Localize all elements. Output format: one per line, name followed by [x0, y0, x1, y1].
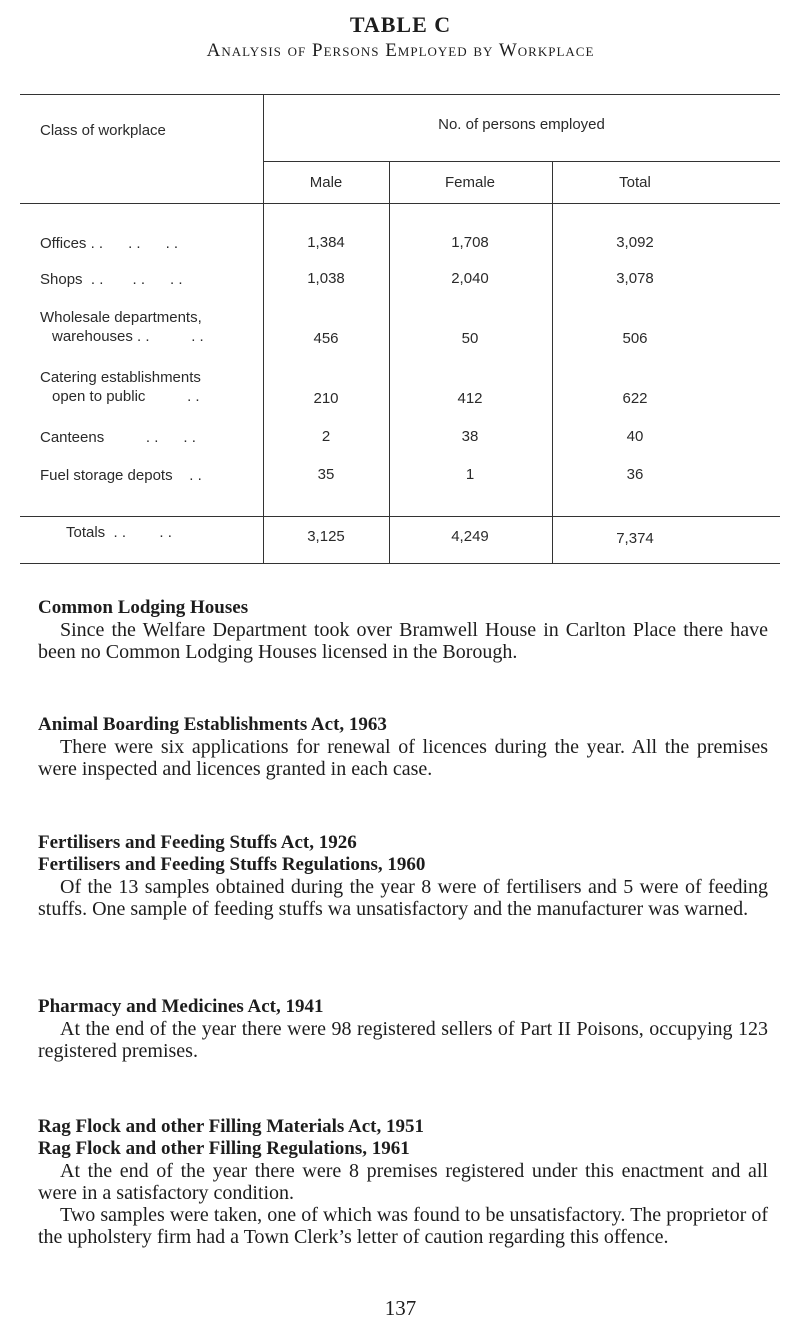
- cell-total: 622: [622, 390, 648, 407]
- total-male: 3,125: [307, 528, 345, 545]
- section-heading: Common Lodging Houses: [38, 597, 249, 618]
- cell-female: 38: [461, 428, 479, 445]
- section-pharmacy: [38, 996, 768, 1062]
- cell-male: 35: [317, 466, 335, 483]
- cell-total: 36: [626, 466, 644, 483]
- cell-female: 50: [461, 330, 479, 347]
- section-rag-flock: [38, 1116, 768, 1248]
- divider-male: [389, 161, 390, 563]
- section-text: There were six applications for renewal of licences during the year. All the premises were inspected and licences granted in each case.: [38, 736, 768, 780]
- table-bottom-rule: [20, 563, 780, 564]
- cell-female: 412: [457, 390, 483, 407]
- col-female: Female: [444, 174, 496, 191]
- row-label: Canteens . . . .: [40, 429, 196, 446]
- page-number: 137: [384, 1296, 417, 1320]
- row-label: Offices . . . . . .: [40, 235, 179, 252]
- section-lodging: [38, 597, 768, 663]
- section-heading: Fertilisers and Feeding Stuffs Act, 1926: [38, 832, 357, 853]
- cell-female: 2,040: [451, 270, 489, 287]
- group-header: No. of persons employed: [438, 116, 605, 133]
- row-label: Catering establishments: [40, 369, 201, 386]
- totals-rule: [20, 516, 780, 517]
- class-header: Class of workplace: [40, 122, 166, 139]
- section-text: Of the 13 samples obtained during the year 8 were of fertilisers and 5 were of feeding stuffs. One sample of feeding stuffs wa unsatisfactory and the manufacturer was warned.: [38, 876, 768, 920]
- total-total: 7,374: [616, 530, 654, 547]
- table-subtitle: Analysis of Persons Employed by Workplace: [206, 40, 595, 61]
- cell-male: 210: [313, 390, 339, 407]
- cell-male: 1,038: [307, 270, 345, 287]
- section-text: Two samples were taken, one of which was found to be unsatisfactory. The proprietor of the upholstery firm had a Town Clerk’s letter of caution regarding this offence.: [38, 1204, 768, 1248]
- divider-female: [552, 161, 553, 563]
- section-heading: Fertilisers and Feeding Stuffs Regulations, 1960: [38, 854, 426, 875]
- cell-male: 1,384: [307, 234, 345, 251]
- section-fertilisers: [38, 832, 768, 920]
- cell-female: 1,708: [451, 234, 489, 251]
- totals-label: Totals . . . .: [66, 524, 172, 541]
- cell-male: 456: [313, 330, 339, 347]
- row-label: Wholesale departments,: [40, 309, 202, 326]
- table-top-rule: [20, 94, 780, 95]
- group-header-rule: [263, 161, 780, 162]
- section-heading: Pharmacy and Medicines Act, 1941: [38, 996, 324, 1017]
- section-heading: Rag Flock and other Filling Materials Act, 1951: [38, 1116, 424, 1137]
- row-label-cont: open to public . .: [52, 388, 200, 405]
- cell-total: 506: [622, 330, 648, 347]
- section-heading: Animal Boarding Establishments Act, 1963: [38, 714, 387, 735]
- total-female: 4,249: [451, 528, 489, 545]
- cell-total: 3,092: [616, 234, 654, 251]
- col-total: Total: [619, 174, 651, 191]
- table-title: TABLE C: [349, 12, 452, 37]
- row-label: Shops . . . . . .: [40, 271, 183, 288]
- section-text: Since the Welfare Department took over Bramwell House in Carlton Place there have been no Common Lodging Houses licensed in the Borough.: [38, 619, 768, 663]
- section-heading: Rag Flock and other Filling Regulations, 1961: [38, 1138, 410, 1159]
- row-label: Fuel storage depots . .: [40, 467, 202, 484]
- employment-table: [0, 0, 801, 600]
- section-animal-boarding: [38, 714, 768, 780]
- cell-total: 3,078: [616, 270, 654, 287]
- cell-female: 1: [465, 466, 475, 483]
- row-label-cont: warehouses . . . .: [52, 328, 204, 345]
- section-text: At the end of the year there were 8 premises registered under this enactment and all were in a satisfactory condition.: [38, 1160, 768, 1204]
- cell-total: 40: [626, 428, 644, 445]
- divider-class: [263, 94, 264, 563]
- cell-male: 2: [321, 428, 331, 445]
- column-header-rule: [20, 203, 780, 204]
- col-male: Male: [309, 174, 343, 191]
- section-text: At the end of the year there were 98 registered sellers of Part II Poisons, occupying 123 registered premises.: [38, 1018, 768, 1062]
